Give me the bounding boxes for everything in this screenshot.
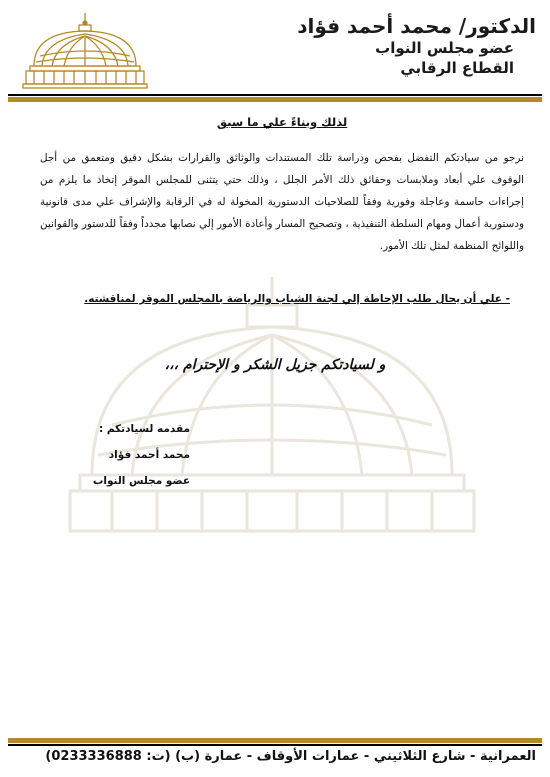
signature-title: عضو مجلس النواب: [92, 475, 190, 487]
parliament-dome-icon: [20, 10, 150, 90]
footer-divider: [8, 744, 542, 746]
body-paragraph: نرجو من سيادتكم التفضل بفحص ودراسة تلك المستندات والوثائق والقرارات بشكل دقيق ومتعمق من أجل الوقوف علي أبعاد وملابسات وحقائق ذلك الأمر الجلل ، وذلك حتي يتثنى للمجلس الموقر إتخاذ ما يلزم من إجراءات حاسمة وعاجلة وفورية وفقاً للصلاحيات الدستورية المخولة له في الرقابة والإشراف علي مدى قانونية ودستورية أعمال ومهام السلطة التنفيذية ، وتصحيح المسار وأعادة الأمور إلي نصابها مجدداً وفقاً للدستور والقوانين واللوائح المنظمة لمثل تلك الأمور.: [40, 152, 524, 252]
signature-presented: مقدمه لسيادتكم :: [98, 423, 190, 435]
sender-position: عضو مجلس النواب: [375, 39, 514, 57]
footer-accent-divider: [8, 738, 542, 743]
footer-address: العمرانية - شارع الثلاثيني - عمارات الأوقاف - عمارة (ب) (ت: 0233336888): [45, 749, 536, 764]
request-line: - علي أن يحال طلب الإحاطة إلي لجنة الشباب والرياضة بالمجلس الموقر لمناقشته.: [84, 293, 510, 305]
header-accent-divider: [8, 97, 542, 102]
closing-line: و لسيادتكم جزيل الشكر و الإحترام ،،،: [164, 357, 386, 373]
letterhead: [297, 14, 536, 78]
dome-watermark-icon: [62, 275, 482, 540]
sender-title: الدكتور/ محمد أحمد فؤاد: [297, 14, 536, 38]
sender-sector: القطاع الرقابي: [400, 59, 514, 77]
signature-name: محمد أحمد فؤاد: [108, 449, 190, 461]
section-heading: لذلك وبناءً علي ما سبق: [216, 115, 348, 129]
header-divider: [8, 94, 542, 96]
